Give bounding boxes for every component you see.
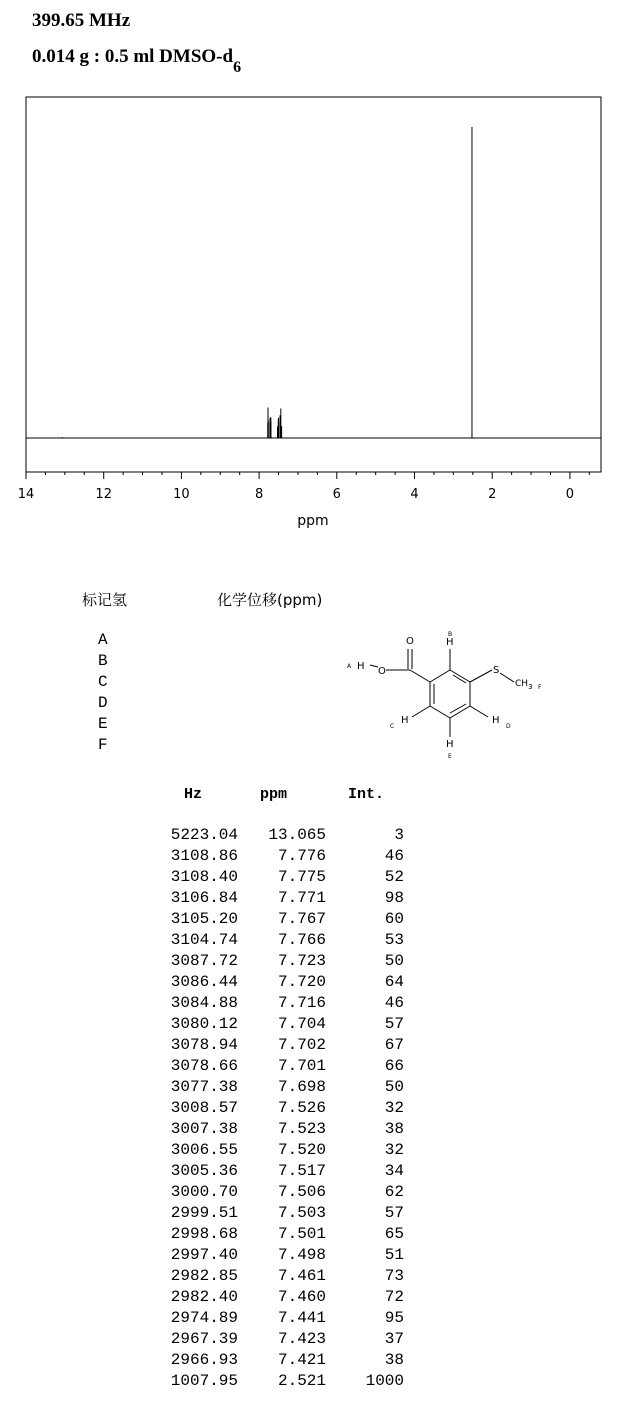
peak-hz-cell: 3078.66 [170,1057,238,1075]
peak-int-cell: 62 [384,1183,404,1201]
methyl-group [515,679,533,691]
peak-ppm-cell: 7.771 [277,889,326,907]
peak-int-cell: 52 [384,868,404,886]
hydrogen-f-label: F [538,684,542,691]
peak-int-cell: 1000 [365,1372,404,1390]
sample-description [32,46,242,76]
peak-hz-cell: 3108.40 [170,868,238,886]
x-axis-label: ppm [297,513,329,529]
peak-table-row [0,994,624,1015]
peak-ppm-cell: 7.441 [277,1309,326,1327]
peak-table-row [0,973,624,994]
nmr-spectrum-chart [0,92,624,542]
peak-hz-cell: 3005.36 [170,1162,238,1180]
peak-table-row [0,1330,624,1351]
peak-table-row [0,1057,624,1078]
peak-ppm-cell: 7.723 [277,952,326,970]
hydrogen-e-label: E [448,753,452,760]
peak-hz-cell: 2974.89 [170,1309,238,1327]
peak-table-row [0,826,624,847]
x-tick-label: 0 [565,487,575,502]
peak-hz-cell: 2997.40 [170,1246,238,1264]
methyl-subscript: 3 [528,683,533,691]
peak-int-cell: 66 [384,1057,404,1075]
hydrogen-a: H [357,661,365,672]
peak-ppm-cell: 7.501 [277,1225,326,1243]
peak-int-cell: 64 [384,973,404,991]
assignment-shift-header: 化学位移(ppm) [217,591,323,609]
hydrogen-c: H [401,715,409,726]
x-tick-label: 14 [17,487,35,502]
peak-hz-cell: 2998.68 [170,1225,238,1243]
peak-hz-cell: 3087.72 [170,952,238,970]
peak-ppm-cell: 7.776 [277,847,326,865]
peak-ppm-cell: 7.704 [277,1015,326,1033]
peak-int-cell: 50 [384,952,404,970]
peak-int-cell: 65 [384,1225,404,1243]
peak-ppm-cell: 7.520 [277,1141,326,1159]
peak-ppm-cell: 7.517 [277,1162,326,1180]
peak-table-row [0,847,624,868]
peak-hz-cell: 3080.12 [170,1015,238,1033]
sample-subscript: 6 [233,59,242,76]
peak-table-row [0,1288,624,1309]
peak-hz-cell: 3077.38 [170,1078,238,1096]
peak-ppm-cell: 7.423 [277,1330,326,1348]
peak-ppm-cell: 13.065 [268,826,326,844]
peak-table-row [0,868,624,889]
peak-header-hz: Hz [184,786,203,803]
peak-hz-cell: 3008.57 [170,1099,238,1117]
hydrogen-d-label: D [506,723,511,730]
peak-hz-cell: 2982.40 [170,1288,238,1306]
methyl-ch: CH [515,679,529,689]
peak-hz-cell: 3084.88 [170,994,238,1012]
peak-hz-cell: 3078.94 [170,1036,238,1054]
atom-o-carbonyl: O [406,636,414,647]
peak-ppm-cell: 7.720 [277,973,326,991]
hydrogen-d: H [492,715,500,726]
peak-table-row [0,1372,624,1393]
peak-int-cell: 51 [384,1246,404,1264]
x-tick-label: 2 [488,487,497,502]
assignment-hydrogen-label: E [98,715,108,733]
peak-header-int: Int. [348,786,385,803]
peak-hz-cell: 5223.04 [170,826,238,844]
peak-int-cell: 46 [384,847,404,865]
peak-table-row [0,910,624,931]
peak-int-cell: 60 [384,910,404,928]
peak-int-cell: 57 [384,1015,404,1033]
atom-s: S [493,665,500,676]
hydrogen-b-label: B [448,631,453,638]
x-tick-label: 6 [332,487,341,502]
peak-table-row [0,1120,624,1141]
peak-ppm-cell: 7.767 [277,910,326,928]
peak-int-cell: 72 [384,1288,404,1306]
peak-hz-cell: 2982.85 [170,1267,238,1285]
peak-table-row [0,1183,624,1204]
peak-int-cell: 32 [384,1141,404,1159]
peak-table-row [0,1204,624,1225]
peak-table-row [0,952,624,973]
peak-hz-cell: 3106.84 [170,889,238,907]
peak-int-cell: 73 [384,1267,404,1285]
hydrogen-e: H [446,739,454,750]
assignment-hydrogen-label: F [98,736,108,754]
peak-hz-cell: 3000.70 [170,1183,238,1201]
peak-ppm-cell: 7.421 [277,1351,326,1369]
peak-table-row [0,1099,624,1120]
peak-ppm-cell: 7.775 [277,868,326,886]
peak-table-row [0,1036,624,1057]
peak-hz-cell: 3108.86 [170,847,238,865]
peak-table-row [0,1309,624,1330]
peak-table-row [0,1141,624,1162]
peak-table-row [0,1225,624,1246]
peak-ppm-cell: 7.716 [277,994,326,1012]
hydrogen-b: H [446,637,454,648]
peak-int-cell: 38 [384,1351,404,1369]
peak-table-row [0,1078,624,1099]
peak-int-cell: 37 [384,1330,404,1348]
hydrogen-c-label: C [390,723,395,730]
peak-int-cell: 46 [384,994,404,1012]
peak-ppm-cell: 7.523 [277,1120,326,1138]
peak-hz-cell: 3104.74 [170,931,238,949]
assignment-hydrogen-label: C [98,673,108,691]
peak-hz-cell: 2967.39 [170,1330,238,1348]
x-tick-label: 10 [173,487,190,502]
assignment-hydrogen-label: B [98,652,108,670]
peak-int-cell: 53 [384,931,404,949]
peak-hz-cell: 2966.93 [170,1351,238,1369]
peak-ppm-cell: 7.460 [277,1288,326,1306]
molecule-structure [340,627,560,762]
plot-frame [26,97,601,472]
peak-ppm-cell: 7.461 [277,1267,326,1285]
peak-table-row [0,931,624,952]
peak-int-cell: 50 [384,1078,404,1096]
x-tick-label: 4 [410,487,419,502]
peak-int-cell: 57 [384,1204,404,1222]
assignment-hydrogen-label: D [98,694,108,712]
peak-int-cell: 32 [384,1099,404,1117]
peak-ppm-cell: 7.498 [277,1246,326,1264]
peak-ppm-cell: 7.506 [277,1183,326,1201]
x-tick-label: 12 [95,487,112,502]
peak-int-cell: 34 [384,1162,404,1180]
atom-o-hydroxyl: O [378,666,386,677]
peak-table-row [0,1015,624,1036]
x-axis-ticks [18,472,590,502]
peak-ppm-cell: 7.503 [277,1204,326,1222]
peak-hz-cell: 3105.20 [170,910,238,928]
peak-table-row [0,1267,624,1288]
peak-int-cell: 38 [384,1120,404,1138]
peak-int-cell: 98 [384,889,404,907]
peak-table-row [0,1162,624,1183]
peak-hz-cell: 2999.51 [170,1204,238,1222]
peak-hz-cell: 3006.55 [170,1141,238,1159]
peak-hz-cell: 3086.44 [170,973,238,991]
hydrogen-a-label: A [347,663,352,670]
peak-ppm-cell: 2.521 [277,1372,326,1390]
assignment-label-header: 标记氢 [82,591,128,609]
peak-ppm-cell: 7.701 [277,1057,326,1075]
peak-hz-cell: 3007.38 [170,1120,238,1138]
peak-ppm-cell: 7.698 [277,1078,326,1096]
peak-int-cell: 3 [394,826,404,844]
peak-table-row [0,1246,624,1267]
peak-table-row [0,889,624,910]
peak-ppm-cell: 7.702 [277,1036,326,1054]
peak-ppm-cell: 7.526 [277,1099,326,1117]
peak-int-cell: 67 [384,1036,404,1054]
peak-int-cell: 95 [384,1309,404,1327]
spectrometer-frequency: 399.65 MHz [32,10,131,31]
peak-header-ppm: ppm [260,786,288,803]
peaks-layer [62,127,472,438]
assignment-hydrogen-label: A [98,631,108,649]
peak-hz-cell: 1007.95 [170,1372,238,1390]
sample-text: 0.014 g : 0.5 ml DMSO-d [32,46,234,67]
x-tick-label: 8 [254,487,264,502]
peak-ppm-cell: 7.766 [277,931,326,949]
peak-table-row [0,1351,624,1372]
